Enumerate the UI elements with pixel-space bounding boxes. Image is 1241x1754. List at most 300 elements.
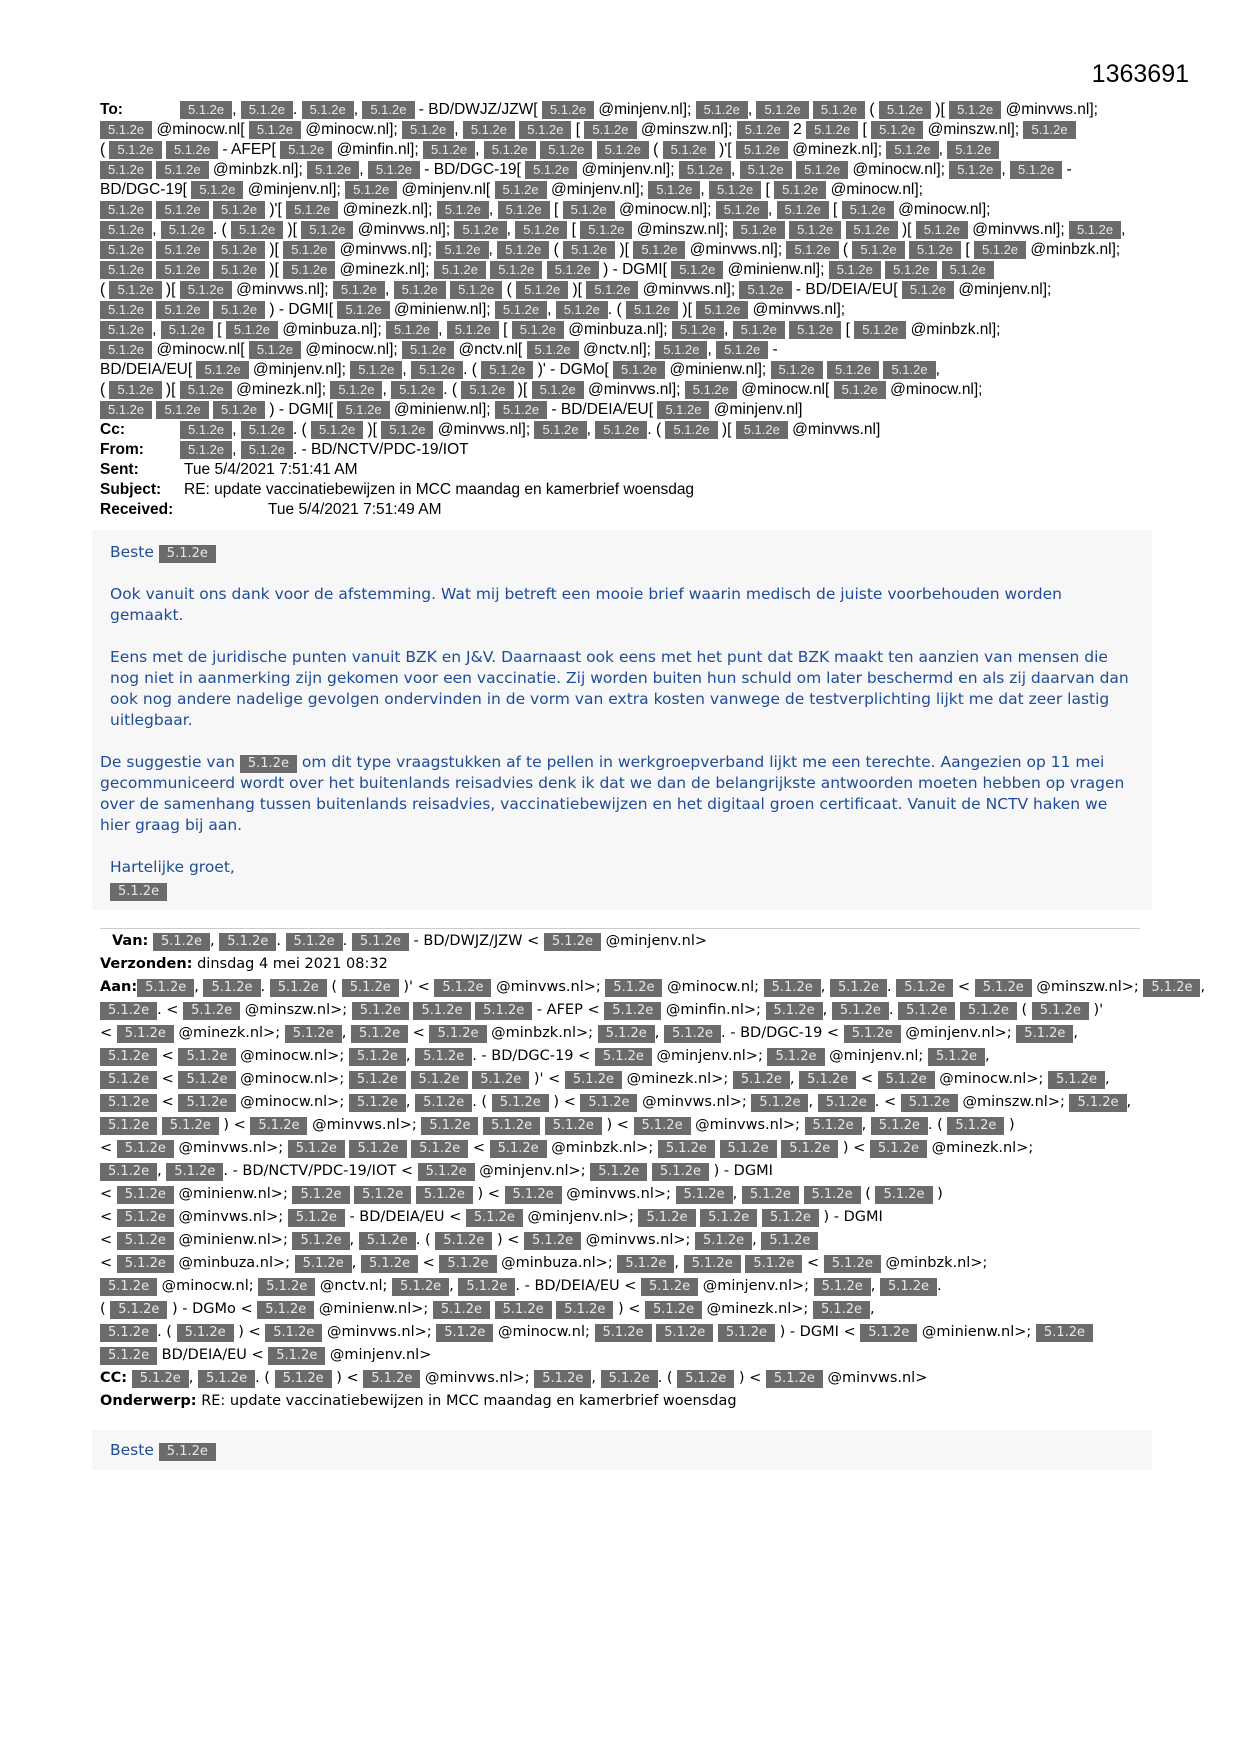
redaction: 5.1.2e bbox=[415, 1048, 472, 1066]
text-segment: @minjenv.nl>; bbox=[651, 1048, 768, 1064]
redaction: 5.1.2e bbox=[696, 101, 748, 119]
redaction: 5.1.2e bbox=[100, 1324, 157, 1342]
text-segment: @minvws.nl>; bbox=[581, 1232, 696, 1248]
redaction: 5.1.2e bbox=[733, 321, 785, 339]
redaction: 5.1.2e bbox=[613, 361, 665, 379]
second-email-header bbox=[100, 930, 1206, 1413]
redaction: 5.1.2e bbox=[100, 1117, 157, 1135]
text-segment: ) - DGMI[ bbox=[265, 401, 338, 418]
text-segment: < bbox=[100, 1025, 117, 1041]
text-segment: - AFEP[ bbox=[218, 141, 281, 158]
text-segment: @minvws.nl]; bbox=[748, 301, 846, 318]
redaction: 5.1.2e bbox=[483, 1117, 540, 1135]
redaction: 5.1.2e bbox=[584, 121, 636, 139]
redaction: 5.1.2e bbox=[512, 321, 564, 339]
text-segment: ) - DGMI bbox=[818, 1209, 883, 1225]
text-segment: @minvws.nl]; bbox=[638, 281, 740, 298]
redaction: 5.1.2e bbox=[601, 1370, 658, 1388]
text-segment: ) < bbox=[734, 1370, 766, 1386]
text-segment: , bbox=[808, 1094, 818, 1110]
text-segment: @nctv.nl; bbox=[315, 1278, 393, 1294]
redaction: 5.1.2e bbox=[870, 1140, 927, 1158]
text-segment: . bbox=[937, 1278, 942, 1294]
text-segment: ) bbox=[932, 1186, 943, 1202]
redaction: 5.1.2e bbox=[896, 979, 953, 997]
recipient-line bbox=[100, 360, 1150, 380]
redaction: 5.1.2e bbox=[349, 1071, 406, 1089]
recipient-line bbox=[100, 100, 1150, 120]
text-segment: . bbox=[260, 979, 270, 995]
sent-value: Tue 5/4/2021 7:51:41 AM bbox=[184, 461, 358, 478]
redaction: 5.1.2e bbox=[240, 755, 297, 773]
text-segment: . ( bbox=[607, 301, 626, 318]
redaction: 5.1.2e bbox=[100, 1071, 157, 1089]
redaction: 5.1.2e bbox=[745, 1255, 802, 1273]
redaction: 5.1.2e bbox=[301, 221, 353, 239]
redaction: 5.1.2e bbox=[716, 201, 768, 219]
text-segment: ( bbox=[1016, 1002, 1032, 1018]
redaction: 5.1.2e bbox=[411, 1071, 468, 1089]
redaction: 5.1.2e bbox=[928, 1048, 985, 1066]
redaction: 5.1.2e bbox=[733, 221, 785, 239]
redaction: 5.1.2e bbox=[516, 281, 568, 299]
redaction: 5.1.2e bbox=[349, 1094, 406, 1112]
rich-text bbox=[180, 421, 880, 438]
redaction: 5.1.2e bbox=[100, 321, 152, 339]
text-segment: , bbox=[1001, 161, 1011, 178]
redaction: 5.1.2e bbox=[433, 1301, 490, 1319]
redaction: 5.1.2e bbox=[762, 1209, 819, 1227]
text-segment: . - BD/NCTV/PDC-19/IOT < bbox=[223, 1163, 418, 1179]
text-segment: @minszw.nl>; bbox=[240, 1002, 352, 1018]
redaction: 5.1.2e bbox=[495, 181, 547, 199]
redaction: 5.1.2e bbox=[814, 1278, 871, 1296]
redaction: 5.1.2e bbox=[949, 101, 1001, 119]
text-segment: . < bbox=[874, 1094, 901, 1110]
redaction: 5.1.2e bbox=[742, 1186, 799, 1204]
text-segment: @minszw.nl]; bbox=[923, 121, 1024, 138]
redaction: 5.1.2e bbox=[180, 101, 232, 119]
redaction: 5.1.2e bbox=[641, 1278, 698, 1296]
redaction: 5.1.2e bbox=[391, 381, 443, 399]
cc-line bbox=[100, 420, 1150, 440]
redaction: 5.1.2e bbox=[109, 381, 161, 399]
redaction: 5.1.2e bbox=[786, 241, 838, 259]
text-segment: ( bbox=[100, 281, 110, 298]
text-segment: @minvws.nl]; bbox=[1001, 101, 1098, 118]
redaction: 5.1.2e bbox=[361, 1255, 418, 1273]
text-segment: ) bbox=[1004, 1117, 1015, 1133]
recipient-line bbox=[100, 280, 1150, 300]
redaction: 5.1.2e bbox=[132, 1370, 189, 1388]
text-segment: @minezk.nl]; bbox=[338, 201, 437, 218]
text-segment: @minbzk.nl>; bbox=[880, 1255, 988, 1271]
recipient-line bbox=[100, 240, 1150, 260]
to-recipients bbox=[100, 100, 1150, 420]
redaction: 5.1.2e bbox=[942, 261, 994, 279]
text-segment: , bbox=[747, 101, 757, 118]
text-segment: . - BD/DGC-19 < bbox=[721, 1025, 844, 1041]
redaction: 5.1.2e bbox=[268, 1347, 325, 1365]
redaction: 5.1.2e bbox=[515, 221, 567, 239]
redaction: 5.1.2e bbox=[556, 1301, 613, 1319]
text-segment: . ( bbox=[463, 361, 482, 378]
recipient-line bbox=[100, 1160, 1150, 1183]
redaction: 5.1.2e bbox=[100, 1002, 157, 1020]
onderwerp-value: RE: update vaccinatiebewijzen in MCC maandag en kamerbrief woensdag bbox=[201, 1393, 737, 1409]
text-segment: < bbox=[100, 1232, 117, 1248]
redaction: 5.1.2e bbox=[696, 301, 748, 319]
separator bbox=[100, 928, 1140, 929]
redaction: 5.1.2e bbox=[226, 321, 278, 339]
redaction: 5.1.2e bbox=[280, 141, 332, 159]
text-segment: @minienw.nl]; bbox=[389, 301, 495, 318]
text-segment: . ( bbox=[927, 1117, 948, 1133]
text-segment: @minvws.nl>; bbox=[322, 1324, 437, 1340]
message-body bbox=[100, 542, 1140, 901]
redaction: 5.1.2e bbox=[156, 241, 208, 259]
text-segment: )'[ bbox=[714, 141, 736, 158]
text-segment: @minjenv.nl>; bbox=[522, 1209, 639, 1225]
redaction: 5.1.2e bbox=[590, 1163, 647, 1181]
p3-pre: De suggestie van bbox=[100, 753, 235, 771]
redaction: 5.1.2e bbox=[871, 1117, 928, 1135]
redaction: 5.1.2e bbox=[258, 1278, 315, 1296]
redaction: 5.1.2e bbox=[720, 1140, 777, 1158]
text-segment: < bbox=[100, 1140, 117, 1156]
redaction: 5.1.2e bbox=[180, 281, 232, 299]
recipient-line bbox=[100, 1183, 1150, 1206]
text-segment: @minfin.nl>; bbox=[661, 1002, 766, 1018]
redaction: 5.1.2e bbox=[352, 933, 409, 951]
redaction: 5.1.2e bbox=[117, 1255, 174, 1273]
text-segment: @minezk.nl]; bbox=[231, 381, 331, 398]
paragraph-2: Eens met de juridische punten vanuit BZK en J&V. Daarnaast ook eens met het punt dat BZK maakt ten aanzien van mensen die nog niet in aanmerking zijn gekomen voor een vaccinatie. Zij worden buiten hun schuld om later beschermd en als zij daarvan dan ook nog andere nadelige gevolgen ondervinden in de vorm van extra kosten vanwege de testverplichting lijkt me dat zeer lastig uitlegbaar. bbox=[110, 648, 1129, 729]
text-segment: , bbox=[475, 141, 484, 158]
text-segment: @minjenv.nl; bbox=[824, 1048, 928, 1064]
redaction: 5.1.2e bbox=[1143, 979, 1200, 997]
rich-text bbox=[153, 933, 707, 949]
signature bbox=[110, 880, 1140, 901]
text-segment: @minvws.nl>; bbox=[690, 1117, 805, 1133]
redaction: 5.1.2e bbox=[359, 1232, 416, 1250]
onderwerp-label: Onderwerp: bbox=[100, 1393, 197, 1409]
text-segment: , bbox=[674, 1255, 684, 1271]
redaction: 5.1.2e bbox=[436, 241, 488, 259]
text-segment: )[ bbox=[513, 381, 532, 398]
text-segment: @minocw.nl; bbox=[157, 1278, 259, 1294]
redaction: 5.1.2e bbox=[767, 1048, 824, 1066]
greeting-text: Beste bbox=[110, 543, 154, 561]
text-segment: @minocw.nl[ bbox=[736, 381, 834, 398]
redaction: 5.1.2e bbox=[436, 1324, 493, 1342]
redaction: 5.1.2e bbox=[740, 161, 792, 179]
text-segment: , bbox=[232, 441, 241, 458]
text-segment: ) < bbox=[218, 1117, 251, 1133]
redaction: 5.1.2e bbox=[595, 421, 647, 439]
redaction: 5.1.2e bbox=[736, 141, 788, 159]
redaction: 5.1.2e bbox=[100, 401, 152, 419]
redaction: 5.1.2e bbox=[447, 321, 499, 339]
redaction: 5.1.2e bbox=[684, 1255, 741, 1273]
text-segment: @minienw.nl>; bbox=[173, 1232, 293, 1248]
redaction: 5.1.2e bbox=[191, 181, 243, 199]
redaction: 5.1.2e bbox=[878, 1071, 935, 1089]
text-segment: [ bbox=[567, 221, 581, 238]
redaction: 5.1.2e bbox=[402, 341, 454, 359]
redaction: 5.1.2e bbox=[799, 1071, 856, 1089]
text-segment: @minocw.nl[ bbox=[152, 341, 249, 358]
text-segment: , bbox=[870, 1278, 880, 1294]
redaction: 5.1.2e bbox=[880, 1278, 937, 1296]
text-segment: [ bbox=[961, 241, 974, 258]
text-segment: . ( bbox=[255, 1370, 275, 1386]
text-segment: @minbuza.nl>; bbox=[173, 1255, 295, 1271]
text-segment: )[ bbox=[931, 101, 950, 118]
redaction: 5.1.2e bbox=[153, 933, 210, 951]
text-segment: , bbox=[935, 361, 940, 378]
redaction: 5.1.2e bbox=[771, 361, 823, 379]
text-segment: ) < bbox=[492, 1232, 525, 1248]
text-segment: @minvws.nl>; bbox=[173, 1209, 288, 1225]
text-segment: @minvws.nl] bbox=[787, 421, 881, 438]
text-segment: . bbox=[292, 101, 302, 118]
text-segment: )' - DGMo[ bbox=[533, 361, 614, 378]
redaction: 5.1.2e bbox=[100, 1278, 157, 1296]
text-segment: @minocw.nl]; bbox=[614, 201, 716, 218]
redaction: 5.1.2e bbox=[733, 1071, 790, 1089]
redaction: 5.1.2e bbox=[492, 1094, 549, 1112]
redaction: 5.1.2e bbox=[100, 161, 152, 179]
redaction: 5.1.2e bbox=[830, 979, 887, 997]
redaction: 5.1.2e bbox=[450, 281, 502, 299]
redaction: 5.1.2e bbox=[676, 1186, 733, 1204]
text-segment: , bbox=[822, 1002, 832, 1018]
text-segment: @minvws.nl>; bbox=[637, 1094, 752, 1110]
text-segment: ( bbox=[502, 281, 517, 298]
text-segment: , bbox=[1200, 979, 1206, 995]
rich-text bbox=[180, 441, 469, 458]
text-segment: - BD/DGC-19[ bbox=[420, 161, 526, 178]
redaction: 5.1.2e bbox=[166, 141, 218, 159]
text-segment: , bbox=[1105, 1071, 1110, 1087]
recipient-line bbox=[100, 140, 1150, 160]
document-id: 1363691 bbox=[1091, 60, 1189, 88]
redaction: 5.1.2e bbox=[1016, 1025, 1073, 1043]
text-segment: - BD/DEIA/EU < bbox=[344, 1209, 466, 1225]
text-segment: , bbox=[385, 281, 394, 298]
text-segment: - BD/DEIA/EU[ bbox=[547, 401, 658, 418]
onderwerp-line bbox=[100, 1390, 1150, 1413]
recipient-line bbox=[100, 976, 1206, 999]
received-line bbox=[100, 500, 1150, 520]
text-segment: )[ bbox=[615, 241, 634, 258]
redaction: 5.1.2e bbox=[834, 381, 886, 399]
redaction: 5.1.2e bbox=[524, 1232, 581, 1250]
text-segment: . ( bbox=[157, 1324, 177, 1340]
redaction: 5.1.2e bbox=[597, 141, 649, 159]
redaction: 5.1.2e bbox=[664, 1025, 721, 1043]
text-segment: @minocw.nl]; bbox=[848, 161, 950, 178]
text-segment: @minvws.nl>; bbox=[420, 1370, 535, 1386]
text-segment: )' bbox=[1088, 1002, 1104, 1018]
redaction: 5.1.2e bbox=[547, 261, 599, 279]
redaction: 5.1.2e bbox=[527, 341, 579, 359]
redaction: 5.1.2e bbox=[679, 161, 731, 179]
text-segment: @minjenv.nl]; bbox=[594, 101, 696, 118]
redaction: 5.1.2e bbox=[1023, 121, 1075, 139]
text-segment: @minocw.nl]; bbox=[826, 181, 923, 198]
redaction: 5.1.2e bbox=[292, 1232, 349, 1250]
first-email-header bbox=[100, 100, 1150, 520]
recipient-line bbox=[100, 300, 1150, 320]
text-segment: < bbox=[100, 1209, 117, 1225]
recipient-line bbox=[100, 1068, 1150, 1091]
redaction: 5.1.2e bbox=[806, 121, 858, 139]
redaction: 5.1.2e bbox=[605, 979, 662, 997]
redaction: 5.1.2e bbox=[665, 421, 717, 439]
text-segment: )[ bbox=[897, 221, 916, 238]
redaction: 5.1.2e bbox=[975, 979, 1032, 997]
redaction: 5.1.2e bbox=[100, 261, 152, 279]
sent-label: Sent: bbox=[100, 461, 139, 478]
from-line bbox=[100, 440, 1150, 460]
redaction: 5.1.2e bbox=[671, 261, 723, 279]
text-segment: )[ bbox=[161, 381, 180, 398]
recipient-line bbox=[100, 1229, 1150, 1252]
text-segment: )[ bbox=[363, 421, 382, 438]
text-segment: , bbox=[732, 1186, 742, 1202]
text-segment: )[ bbox=[568, 281, 587, 298]
recipient-line bbox=[100, 220, 1150, 240]
redaction: 5.1.2e bbox=[563, 241, 615, 259]
redaction: 5.1.2e bbox=[411, 361, 463, 379]
text-segment: , bbox=[449, 1278, 459, 1294]
recipient-line bbox=[100, 160, 1150, 180]
text-segment: @minjenv.nl>; bbox=[474, 1163, 591, 1179]
redaction: 5.1.2e bbox=[947, 1117, 1004, 1135]
text-segment: @minezk.nl]; bbox=[335, 261, 434, 278]
text-segment: @minezk.nl>; bbox=[173, 1025, 285, 1041]
redaction: 5.1.2e bbox=[490, 261, 542, 279]
redaction: 5.1.2e bbox=[109, 281, 161, 299]
text-segment: . ( bbox=[657, 1370, 678, 1386]
redaction: 5.1.2e bbox=[117, 1232, 174, 1250]
text-segment: . ( bbox=[443, 381, 462, 398]
text-segment: , bbox=[382, 381, 392, 398]
redaction: 5.1.2e bbox=[349, 1140, 406, 1158]
text-segment: - bbox=[768, 341, 778, 358]
redaction: 5.1.2e bbox=[813, 1301, 870, 1319]
redaction: 5.1.2e bbox=[283, 241, 335, 259]
text-segment: @minvws.nl]; bbox=[335, 241, 437, 258]
text-segment: , bbox=[438, 321, 447, 338]
received-value: Tue 5/4/2021 7:51:49 AM bbox=[268, 501, 442, 518]
text-segment: ) - DGMI < bbox=[774, 1324, 861, 1340]
text-segment: ( bbox=[100, 1301, 111, 1317]
redaction: 5.1.2e bbox=[626, 301, 678, 319]
redaction: 5.1.2e bbox=[351, 1025, 408, 1043]
text-segment: , bbox=[353, 101, 363, 118]
text-segment: @minjenv.nl>; bbox=[698, 1278, 814, 1294]
text-segment: , bbox=[488, 241, 498, 258]
paragraph-1: Ook vanuit ons dank voor de afstemming. Wat mij betreft een mooie brief waarin medisch de juiste voorbehouden worden gemaakt. bbox=[110, 585, 1062, 624]
text-segment: @minocw.nl>; bbox=[235, 1071, 349, 1087]
redaction: 5.1.2e bbox=[434, 979, 491, 997]
redaction: 5.1.2e bbox=[345, 181, 397, 199]
redaction: 5.1.2e bbox=[162, 1117, 219, 1135]
redaction: 5.1.2e bbox=[756, 101, 808, 119]
text-segment: )[ bbox=[283, 221, 302, 238]
redaction: 5.1.2e bbox=[871, 121, 923, 139]
greeting-text: Beste bbox=[110, 1441, 154, 1459]
redaction: 5.1.2e bbox=[532, 381, 584, 399]
redaction: 5.1.2e bbox=[295, 1255, 352, 1273]
text-segment: ( bbox=[326, 979, 342, 995]
van-label: Van: bbox=[112, 933, 149, 949]
text-segment: BD/DEIA/EU[ bbox=[100, 361, 197, 378]
text-segment: . - BD/DGC-19 < bbox=[472, 1048, 595, 1064]
text-segment: . ( bbox=[647, 421, 666, 438]
text-segment: ) < bbox=[331, 1370, 364, 1386]
text-segment: . ( bbox=[292, 421, 312, 438]
text-segment: [ bbox=[498, 321, 512, 338]
received-label: Received: bbox=[100, 501, 174, 518]
redaction: 5.1.2e bbox=[495, 1301, 552, 1319]
text-segment: , bbox=[405, 1094, 416, 1110]
redaction: 5.1.2e bbox=[974, 241, 1026, 259]
text-segment: @minvws.nl]; bbox=[433, 421, 535, 438]
redaction: 5.1.2e bbox=[439, 1255, 496, 1273]
redaction: 5.1.2e bbox=[824, 1255, 881, 1273]
redaction: 5.1.2e bbox=[657, 401, 709, 419]
aan-recipients bbox=[100, 976, 1206, 1367]
redaction: 5.1.2e bbox=[161, 321, 213, 339]
recipient-line bbox=[100, 400, 1150, 420]
text-segment: , bbox=[938, 141, 948, 158]
redaction: 5.1.2e bbox=[804, 1186, 861, 1204]
text-segment: @minezk.nl>; bbox=[621, 1071, 733, 1087]
text-segment: )' < bbox=[398, 979, 435, 995]
redaction: 5.1.2e bbox=[213, 201, 265, 219]
redaction: 5.1.2e bbox=[1036, 1324, 1093, 1342]
text-segment: , bbox=[194, 979, 204, 995]
redaction: 5.1.2e bbox=[781, 1140, 838, 1158]
text-segment: , bbox=[351, 1255, 361, 1271]
redaction: 5.1.2e bbox=[437, 201, 489, 219]
redaction: 5.1.2e bbox=[386, 321, 438, 339]
text-segment: @minszw.nl>; bbox=[957, 1094, 1070, 1110]
closing: Hartelijke groet, bbox=[110, 858, 235, 876]
text-segment: , bbox=[157, 1163, 167, 1179]
text-segment: @minocw.nl]; bbox=[885, 381, 983, 398]
redaction: 5.1.2e bbox=[633, 241, 685, 259]
redaction: 5.1.2e bbox=[178, 1048, 235, 1066]
redaction: 5.1.2e bbox=[472, 1071, 529, 1089]
text-segment: . - BD/DEIA/EU < bbox=[515, 1278, 642, 1294]
text-segment: @minienw.nl>; bbox=[917, 1324, 1036, 1340]
redaction: 5.1.2e bbox=[818, 1094, 875, 1112]
redaction: 5.1.2e bbox=[525, 161, 577, 179]
text-segment: @minvws.nl]; bbox=[685, 241, 787, 258]
redaction: 5.1.2e bbox=[137, 979, 194, 997]
text-segment: . ( bbox=[415, 1232, 436, 1248]
text-segment: @minfin.nl]; bbox=[332, 141, 423, 158]
text-segment: @minvws.nl>; bbox=[173, 1140, 288, 1156]
text-segment: ) < bbox=[838, 1140, 870, 1156]
text-segment: - bbox=[1062, 161, 1072, 178]
redaction: 5.1.2e bbox=[161, 221, 213, 239]
